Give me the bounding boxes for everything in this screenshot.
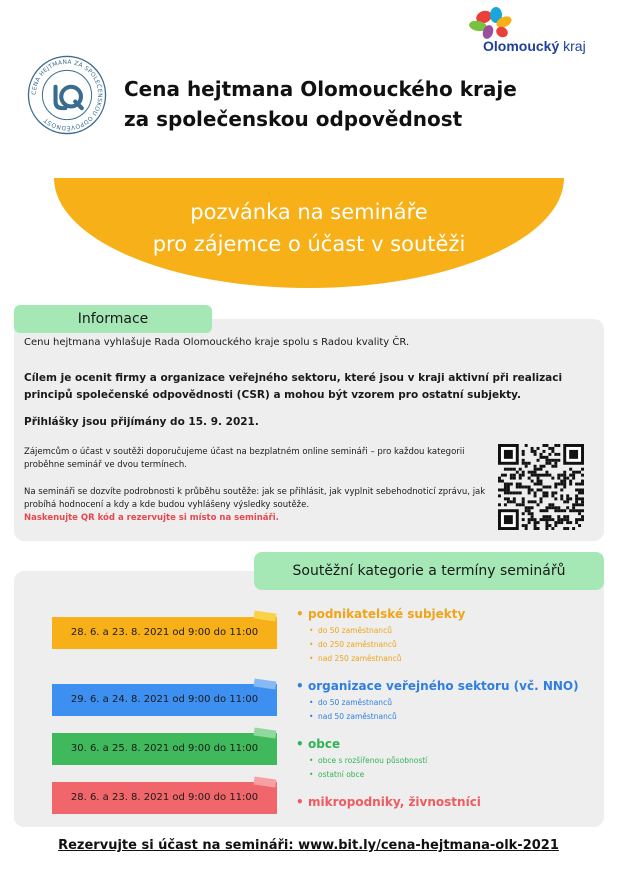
info-paragraph-deadline: Přihlášky jsou přijímány do 15. 9. 2021. — [24, 416, 259, 428]
category-subitem: • obce s rozšířenou působností — [318, 754, 596, 768]
logo-wordmark: Olomoucký kraj — [483, 38, 586, 54]
qr-code[interactable] — [498, 444, 584, 530]
category-title: • podnikatelské subjekty — [296, 606, 596, 622]
title-line-1: Cena hejtmana Olomouckého kraje — [124, 77, 517, 101]
olomoucky-kraj-flower-logo — [448, 4, 608, 66]
banner-line-2: pro zájemce o účast v soutěži — [152, 232, 466, 256]
category-municipalities — [296, 736, 596, 782]
category-subitem: • do 50 zaměstnanců — [318, 624, 596, 638]
invitation-banner — [54, 178, 564, 288]
date-badge-public-sector: 29. 6. a 24. 8. 2021 od 9:00 do 11:00 — [52, 684, 277, 716]
date-badge-microenterprises: 28. 6. a 23. 8. 2021 od 9:00 do 11:00 — [52, 782, 277, 814]
info-paragraph-organizer: Cenu hejtmana vyhlašuje Rada Olomouckého kraje spolu s Radou kvality ČR. — [24, 337, 410, 348]
category-subitem: • ostatní obce — [318, 768, 596, 782]
info-paragraph-details: Na semináři se dozvíte podrobnosti k průběhu soutěže: jak se přihlásit, jak vyplnit sebehodnoticí zprávu, jak probíhá hodnocení a kdy a kde budou vyhlášeny výsledky soutěže. Naskenujte QR kód a rezervujte si místo na semináři. — [24, 487, 486, 523]
categories-tab-label: Soutěžní kategorie a termíny seminářů — [254, 552, 604, 590]
category-microenterprises — [296, 794, 596, 810]
svg-text:CENA HEJTMANA ZA SPOLEČENSKOU: CENA HEJTMANA ZA SPOLEČENSKOU ODPOVĚDNOST — [31, 59, 103, 131]
category-subitem: • do 50 zaměstnanců — [318, 696, 596, 710]
category-subitem: • nad 250 zaměstnanců — [318, 652, 596, 666]
info-paragraph-seminar: Zájemcům o účast v soutěži doporučujeme účast na bezplatném online semináři – pro každou kategorii proběhne seminář ve dvou termínech. — [24, 447, 465, 470]
category-subitem: • do 250 zaměstnanců — [318, 638, 596, 652]
title-line-2: za společenskou odpovědnost — [124, 107, 463, 131]
date-badge-business: 28. 6. a 23. 8. 2021 od 9:00 do 11:00 — [52, 617, 277, 649]
reservation-link[interactable]: Rezervujte si účast na semináři: www.bit.ly/cena-hejtmana-olk-2021 — [58, 838, 559, 853]
category-title: • mikropodniky, živnostníci — [296, 794, 596, 810]
date-badge-municipalities: 30. 6. a 25. 8. 2021 od 9:00 do 11:00 — [52, 733, 277, 765]
info-tab-label: Informace — [14, 305, 212, 333]
banner-line-1: pozvánka na semináře — [190, 200, 428, 224]
page-title — [124, 74, 604, 134]
award-seal-logo — [26, 54, 108, 136]
category-public-sector — [296, 678, 596, 724]
category-subitem: • nad 50 zaměstnanců — [318, 710, 596, 724]
category-title: • obce — [296, 736, 596, 752]
category-title: • organizace veřejného sektoru (vč. NNO) — [296, 678, 596, 694]
scan-qr-call-to-action: Naskenujte QR kód a rezervujte si místo na semináři. — [24, 513, 279, 523]
info-paragraph-goal: Cílem je ocenit firmy a organizace veřejného sektoru, které jsou v kraji aktivní při realizaci principů společenské odpovědnosti (CSR) a mohou být vzorem pro ostatní subjekty. — [24, 372, 563, 401]
category-business — [296, 606, 596, 666]
